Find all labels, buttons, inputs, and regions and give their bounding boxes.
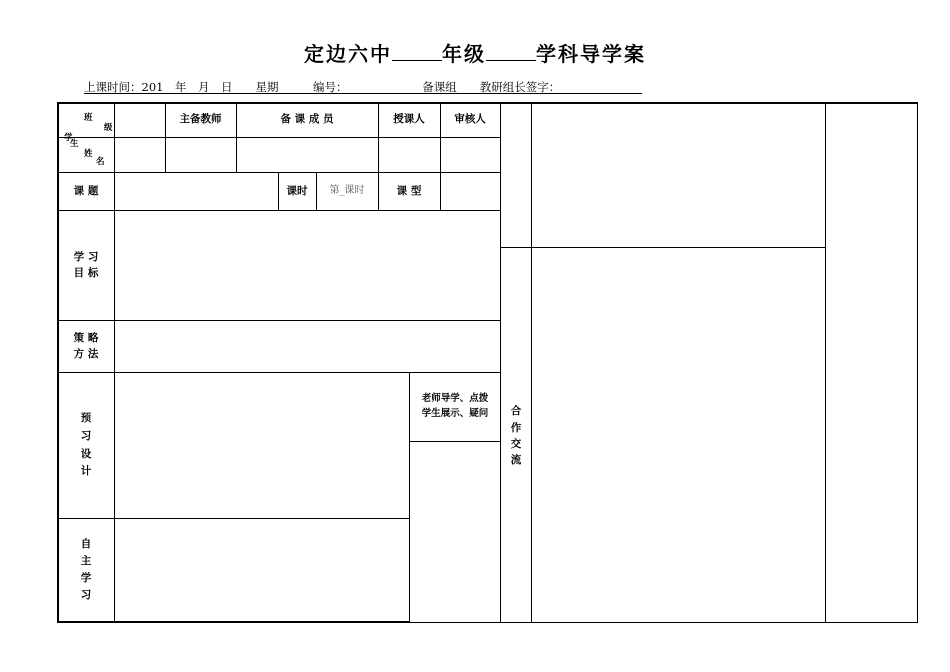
objectives-label (58, 211, 114, 320)
strategy-line-2: 方 法 (73, 347, 99, 360)
corner-grade: 级 (104, 123, 113, 133)
self-study-input[interactable] (115, 519, 409, 621)
preview-char-4: 计 (80, 465, 92, 478)
reviewer-input[interactable] (441, 138, 500, 172)
preview-char-1: 预 (80, 411, 92, 424)
corner-ming: 名 (96, 157, 105, 167)
strategy-line-1: 策 略 (73, 331, 99, 344)
cooperation-char-3: 交 (510, 438, 522, 450)
preview-label (58, 373, 114, 518)
self-study-char-2: 主 (80, 555, 92, 568)
cooperation-char-2: 作 (510, 421, 522, 434)
right-top-area[interactable] (532, 103, 825, 247)
corner-class: 班 (84, 113, 93, 123)
self-study-char-1: 自 (80, 538, 92, 551)
topic-input[interactable] (115, 173, 278, 210)
self-study-char-3: 学 (80, 572, 92, 584)
lesson-type-label: 课 型 (396, 184, 422, 197)
period-value[interactable]: 第_课时 (329, 185, 365, 197)
self-study-char-4: 习 (80, 588, 92, 601)
teacher-guide-label (410, 373, 500, 441)
class-input[interactable] (115, 138, 165, 172)
instructor-input[interactable] (379, 138, 440, 172)
preview-char-3: 设 (80, 447, 92, 460)
objectives-line-2: 目 标 (73, 266, 99, 279)
period-label: 课时 (286, 184, 308, 197)
lead-teacher-input[interactable] (166, 138, 236, 172)
title-subject: 学科导学案 (536, 42, 646, 66)
objectives-input[interactable] (115, 211, 500, 320)
title-school: 定边六中 (304, 42, 392, 66)
corner-xing: 姓 (84, 149, 93, 159)
teacher-guide-input[interactable] (410, 442, 500, 622)
strategy-label (58, 321, 114, 372)
class-info-line: 上课时间：201 年 月 日 星期 编号： 备课组 教研组长签字： (84, 79, 642, 94)
cooperation-label (501, 398, 531, 474)
teacher-guide-line-2: 学生展示、疑问 (421, 408, 489, 420)
teacher-guide-line-1: 老师导学、点拨 (421, 393, 489, 404)
page-title (0, 38, 950, 67)
members-input[interactable] (237, 138, 378, 172)
self-study-label (58, 519, 114, 621)
corner-student: 学 (64, 133, 73, 143)
cooperation-char-1: 合 (510, 405, 522, 418)
topic-label: 课 题 (73, 184, 99, 197)
reviewer-label: 审核人 (454, 113, 486, 126)
margin-notes-area[interactable] (826, 103, 917, 622)
cooperation-char-4: 流 (510, 454, 522, 467)
corner-sheng: 生 (70, 139, 79, 149)
corner-header (58, 103, 114, 172)
strategy-input[interactable] (115, 321, 500, 372)
lead-teacher-label: 主备教师 (179, 113, 222, 126)
title-grade: 年级 (442, 42, 486, 66)
preview-char-2: 习 (80, 429, 92, 442)
lesson-type-input[interactable] (441, 173, 500, 210)
preview-input[interactable] (115, 373, 409, 518)
objectives-line-1: 学 习 (73, 250, 99, 263)
grade-blank[interactable] (392, 42, 442, 61)
members-label: 备 课 成 员 (280, 113, 334, 126)
instructor-label: 授课人 (393, 113, 425, 126)
right-bottom-area[interactable] (532, 248, 825, 622)
subject-blank[interactable] (486, 42, 536, 61)
